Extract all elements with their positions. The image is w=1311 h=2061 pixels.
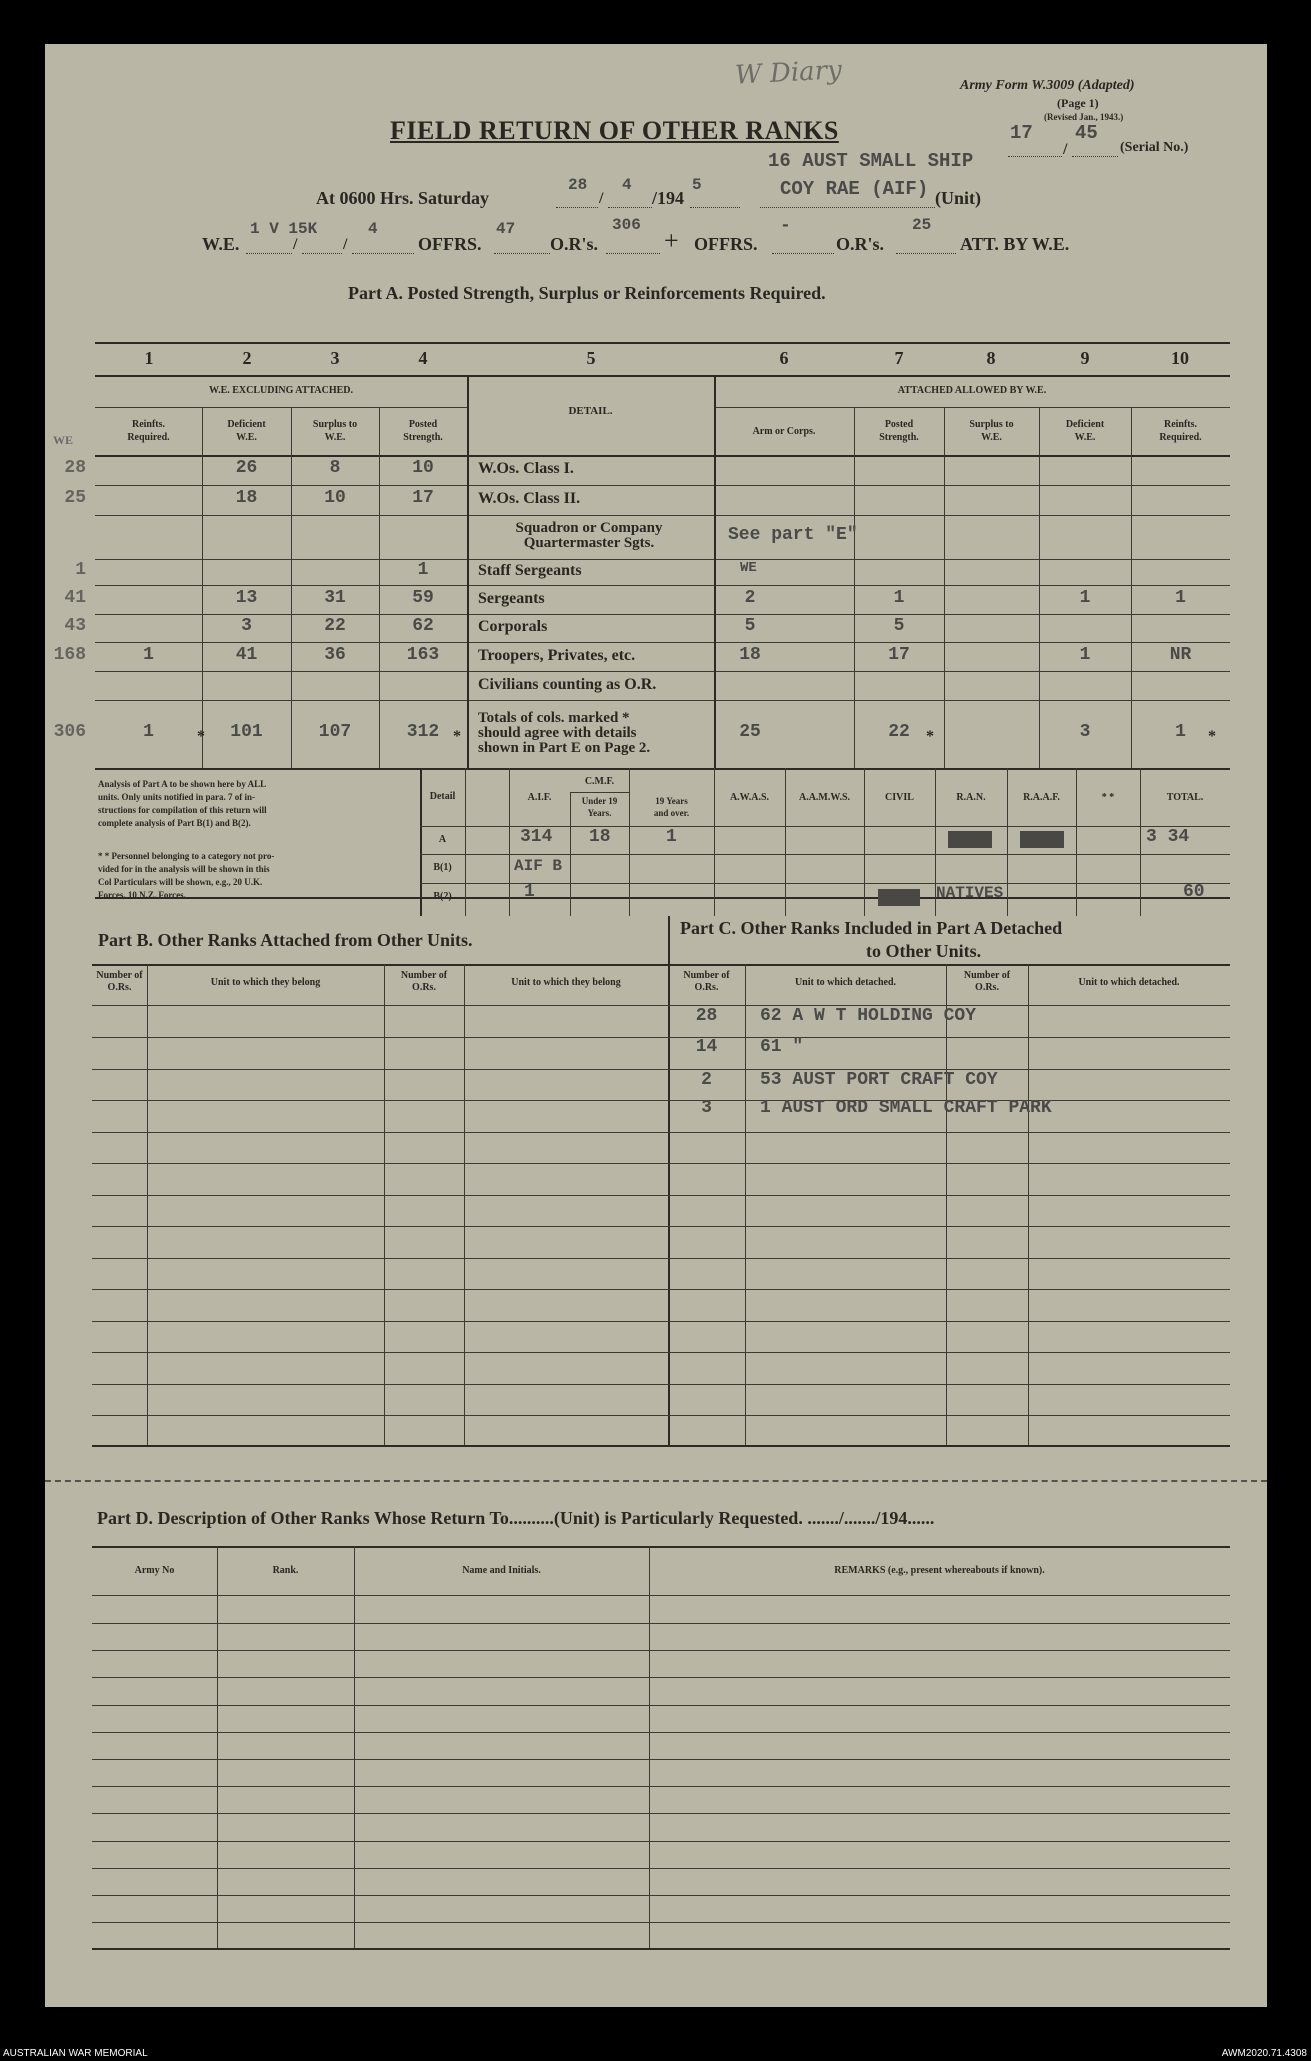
total-star: * [1208,728,1216,745]
serial-label: (Serial No.) [1120,140,1189,155]
year-prefix: /194 [652,188,685,208]
row-detail: Corporals [478,618,548,635]
sub-header-c8: Surplus to W.E. [969,419,1014,443]
column-number: 2 [242,348,252,368]
we-margin-value: 168 [53,644,86,665]
cell-c4: 1 [417,560,429,580]
cell-c10: 1 [1175,722,1186,742]
row-detail: Civilians counting as O.R. [478,675,657,693]
total-star: * [926,728,934,745]
cell-c6: 5 [744,616,756,636]
month-value: 4 [622,176,632,194]
row-detail: W.Os. Class II. [478,490,581,507]
we-margin-value: 1 [75,560,86,580]
part-c-unit: 1 AUST ORD SMALL CRAFT PARK [760,1098,1052,1118]
cell-c1: 1 [143,644,154,665]
ors-label: O.R's. [550,234,599,254]
page-title: FIELD RETURN OF OTHER RANKS [390,116,839,145]
cell-c7: 22 [888,722,910,742]
cell-c10: 1 [1175,587,1186,608]
cell-c3: 36 [324,644,346,665]
cell-c6: 25 [739,722,761,742]
at-label: At 0600 Hrs. Saturday [316,188,490,208]
ran-stamp [948,831,992,848]
unit-label: (Unit) [935,188,981,208]
analysis-b2-natives: NATIVES [936,884,1004,902]
cmf-under19-header: Under 19 Years. [581,796,618,818]
cell-c3: 8 [329,458,341,478]
cell-c10: NR [1169,644,1192,665]
cell-c4: 10 [412,458,434,478]
part-c-unit: 62 A W T HOLDING COY [760,1006,977,1026]
part-d-title: Part D. Description of Other Ranks Whose Return To..........(Unit) is Particularly Requested. ......./......./194...... [97,1508,935,1528]
form-page-number: (Page 1) [1057,96,1099,110]
sub-header-c10: Reinfts. Required. [1159,419,1202,443]
column-number: 10 [1171,348,1189,368]
column-number: 8 [986,348,996,368]
aamws-header: A.A.M.W.S. [798,792,851,803]
analysis-a-aif: 314 [520,827,553,847]
cell-c2: 3 [241,616,252,636]
cell-c3: 107 [318,722,352,742]
we-margin-value: 25 [64,488,86,508]
part-d-army-no-header: Army No [134,1565,175,1576]
other-category-header: * * [1101,792,1115,803]
analysis-row-b2: B(2) [433,891,452,902]
handwritten-note: W Diary [734,55,843,91]
column-number: 7 [894,348,904,368]
total-header: TOTAL. [1166,792,1204,803]
form-revised: (Revised Jan., 1943.) [1044,112,1124,122]
raaf-header: R.A.A.F. [1023,792,1060,803]
cell-c7: 1 [893,587,905,608]
column-number: 3 [330,348,340,368]
cell-c1: 1 [143,722,154,742]
offrs2-label: OFFRS. [694,234,758,254]
analysis-note: Analysis of Part A to be shown here by ALL units. Only units notified in para. 7 of in- structions for compilation of this return will complete analysis of Part B(1) and B(2). [98,779,267,828]
ran-header: R.A.N. [956,792,986,803]
analysis-row-a: A [438,834,447,845]
ors-value: 306 [612,216,641,234]
column-number: 6 [779,348,789,368]
part-a-title: Part A. Posted Strength, Surplus or Reinforcements Required. [348,283,826,303]
serial-number-2: 45 [1075,122,1098,144]
we-margin-value: 306 [53,722,86,742]
aif-header: A.I.F. [527,792,552,803]
cell-c3: 31 [324,587,346,608]
awas-header: A.W.A.S. [729,792,770,803]
part-c-number: 3 [701,1098,712,1118]
part-b-unit-header-1: Unit to which they belong [210,977,321,988]
cell-c2: 26 [235,458,258,478]
part-c-unit-header-1: Unit to which detached. [794,977,897,988]
part-d-rank-header: Rank. [272,1565,299,1576]
civil-stamp [878,889,920,906]
sub-header-c3: Surplus to W.E. [312,419,358,443]
row-detail: Sergeants [478,589,545,607]
row-detail: Troopers, Privates, etc. [478,646,636,664]
cmf-over19-header: 19 Years and over. [653,796,690,818]
part-c-number: 2 [701,1070,712,1090]
part-d-remarks-header: REMARKS (e.g., present whereabouts if known). [834,1565,1045,1576]
day-value: 28 [568,176,588,194]
cell-c4: 312 [406,722,440,742]
total-star: * [453,728,461,745]
total-star: * [197,728,205,745]
cell-c4: 59 [412,587,434,608]
sub-header-c6: Arm or Corps. [752,426,816,437]
cell-c2: 13 [235,587,258,608]
we-margin-value: 41 [64,587,86,608]
part-c-title-1: Part C. Other Ranks Included in Part A Detached [680,918,1063,938]
cell-c6: 18 [739,644,761,665]
offrs2-value: - [780,216,791,236]
detail-header: DETAIL. [568,405,613,417]
row-detail: Staff Sergeants [478,562,582,579]
analysis-detail-header: Detail [429,791,456,802]
we-margin-value: 43 [64,616,86,636]
cell-c2: 18 [235,488,258,508]
part-b-unit-header-2: Unit to which they belong [511,977,621,988]
analysis-a-total: 3 34 [1146,827,1190,847]
analysis-row-b1: B(1) [433,862,452,873]
unit-line-1: 16 AUST SMALL SHIP [768,150,974,172]
offrs-value: 47 [496,220,516,238]
cell-c4: 163 [406,644,440,665]
we-margin-value: 28 [64,458,86,478]
analysis-a-under19: 18 [589,827,611,847]
part-d-name-header: Name and Initials. [462,1565,541,1576]
cmf-header: C.M.F. [584,776,615,787]
part-c-unit: 61 " [760,1037,804,1057]
cell-c2: 41 [235,644,258,665]
sub-header-c4: Posted Strength. [403,419,443,443]
sub-header-c7: Posted Strength. [879,419,919,443]
sub-header-c9: Deficient W.E. [1065,419,1105,443]
footer-right: AWM2020.71.4308 [1221,2048,1307,2059]
serial-number-1: 17 [1010,122,1033,144]
part-b-title: Part B. Other Ranks Attached from Other Units. [98,930,473,950]
cell-c7: 17 [888,644,910,665]
sub-header-c1: Reinfts. Required. [127,419,170,443]
column-number: 9 [1080,348,1090,368]
row-detail: Squadron or Company Quartermaster Sgts. [515,520,663,551]
part-c-title-2: to Other Units. [866,941,982,961]
cell-c7: 5 [893,616,905,636]
form-page [45,44,1267,2007]
column-number: 4 [418,348,428,368]
footer-left: AUSTRALIAN WAR MEMORIAL [3,2048,148,2059]
part-c-number: 28 [695,1006,718,1026]
analysis-note-2: * * Personnel belonging to a category not pro- vided for in the analysis will be shown in this Col Particulars will be shown, e.g., 20 U.K. Forces, 10 N.Z. Forces. [98,851,275,900]
year-digit: 5 [692,176,702,194]
raaf-stamp [1020,831,1064,848]
cell-c9: 1 [1079,587,1091,608]
cell-c2: 101 [230,722,263,742]
group-header-right: ATTACHED ALLOWED BY W.E. [897,385,1047,396]
cell-c6: 2 [744,587,756,608]
cell-c4: 62 [412,616,434,636]
civil-header: CIVIL [885,792,914,803]
cell-c6: See part "E" [728,525,858,545]
we-value-2: 4 [368,220,378,238]
cell-c9: 3 [1079,722,1091,742]
analysis-b2-total: 60 [1183,882,1205,902]
part-c-number-header-1: Number of O.Rs. [683,970,730,993]
analysis-b1-aif: AIF B [514,857,563,875]
part-c-number: 14 [695,1037,718,1057]
analysis-b2-aif: 1 [524,882,535,902]
att-label: ATT. BY W.E. [960,234,1070,254]
row-detail: Totals of cols. marked * should agree with details shown in Part E on Page 2. [478,709,651,756]
cell-c9: 1 [1079,644,1091,665]
unit-line-2: COY RAE (AIF) [780,178,929,200]
part-b-number-header-2: Number of O.Rs. [400,970,448,993]
we-label: W.E. [202,234,240,254]
group-header-left: W.E. EXCLUDING ATTACHED. [208,385,353,396]
part-c-number-header-2: Number of O.Rs. [963,970,1011,993]
margin-we: WE [53,433,74,447]
analysis-a-over19: 1 [666,827,677,847]
offrs-label: OFFRS. [418,234,482,254]
cell-c3: 10 [324,488,346,508]
sub-header-c2: Deficient W.E. [227,419,266,443]
ors2-label: O.R's. [836,234,885,254]
plus-sign: + [664,226,679,255]
column-number: 1 [144,348,154,368]
ors2-value: 25 [912,216,932,234]
cell-c3: 22 [324,616,346,636]
column-number: 5 [586,348,596,368]
cell-c4: 17 [412,488,434,508]
part-c-unit: 53 AUST PORT CRAFT COY [760,1070,998,1090]
form-id: Army Form W.3009 (Adapted) [960,78,1135,93]
part-c-unit-header-2: Unit to which detached. [1078,977,1180,988]
cell-c6: WE [740,560,757,576]
we-value-1: 1 V 15K [250,220,318,238]
part-b-number-header-1: Number of O.Rs. [96,970,143,993]
row-detail: W.Os. Class I. [478,460,574,477]
